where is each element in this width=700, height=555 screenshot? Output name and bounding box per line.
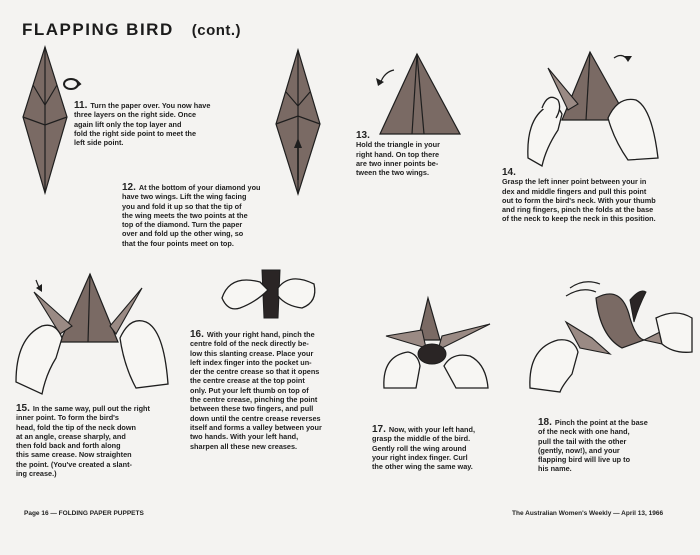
- step-15-instruction: [16, 404, 186, 478]
- step-number: 18.: [538, 417, 552, 428]
- step-18-bird-illustration: [526, 278, 696, 393]
- step-14-instruction: [502, 168, 692, 224]
- step-15-hands-illustration: [12, 272, 172, 397]
- step-17-bird-illustration: [378, 296, 498, 391]
- step-number: 17.: [372, 424, 386, 435]
- step-number: 11.: [74, 100, 88, 111]
- step-11-instruction: [74, 101, 274, 147]
- step-text: With your right hand, pinch the centre fold of the neck directly be- low this slanting crease. Place your left index finger into the pocket un- der the centre crease so that it opens the centre crease at the top point only. Put your left thumb on top of the centre crease, pinching the point between these two fingers, and pull down until the centre crease reverses itself and forms a valley between your two hands. With your left hand, sharpen all these new creases.: [190, 330, 322, 451]
- step-13-triangle-illustration: [372, 52, 472, 137]
- step-12-instruction: [122, 183, 322, 248]
- step-number: 14.: [502, 167, 516, 178]
- page-title: [22, 20, 241, 40]
- footer-left: Page 16 — FOLDING PAPER PUPPETS: [24, 510, 144, 517]
- step-17-instruction: [372, 425, 522, 471]
- step-number: 13.: [356, 130, 370, 141]
- turn-over-icon: [62, 77, 82, 91]
- step-text: Turn the paper over. You now have three layers on the right side. Once again lift only the top layer and fold the right side point to meet the left side point.: [74, 101, 211, 148]
- step-number: 15.: [16, 403, 30, 414]
- step-12-diamond-illustration: [270, 48, 326, 198]
- step-11-diamond-illustration: [15, 45, 75, 195]
- step-text: Pinch the point at the base of the neck with one hand, pull the tail with the other (gently, now!), and your flapping bird will live up to his name.: [538, 418, 648, 474]
- step-text: Now, with your left hand, grasp the middle of the bird. Gently roll the wing around your right index finger. Curl the other wing the same way.: [372, 425, 475, 472]
- step-14-hands-illustration: [518, 48, 668, 168]
- step-number: 16.: [190, 329, 204, 340]
- title-cont: (cont.): [191, 22, 242, 39]
- step-18-instruction: [538, 418, 688, 474]
- footer-right: The Australian Women's Weekly — April 13, 1966: [512, 510, 664, 517]
- step-13-instruction: [356, 131, 486, 177]
- step-number: 12.: [122, 182, 136, 193]
- step-text: Grasp the left inner point between your in dex and middle fingers and pull this point out to form the bird's neck. With your thumb and ring fingers, pinch the folds at the base of the neck to keep the neck in this position.: [502, 177, 656, 224]
- step-16-neck-illustration: [220, 268, 320, 323]
- step-16-instruction: [190, 330, 360, 451]
- step-text: In the same way, pull out the right inner point. To form the bird's head, fold the tip of the neck down at an angle, crease sharply, and then fold back and forth along this same crease. Now straighten the point. (You've created a slant- ing crease.): [16, 404, 150, 479]
- step-text: At the bottom of your diamond you have two wings. Lift the wing facing you and fold it up so that the tip of the wing meets the two points at the top of the diamond. Turn the paper over and fold up the other wing, so that the four points meet on top.: [122, 183, 261, 248]
- title-main: FLAPPING BIRD: [22, 20, 174, 39]
- step-text: Hold the triangle in your right hand. On top there are two inner points be- tween the two wings.: [356, 140, 440, 178]
